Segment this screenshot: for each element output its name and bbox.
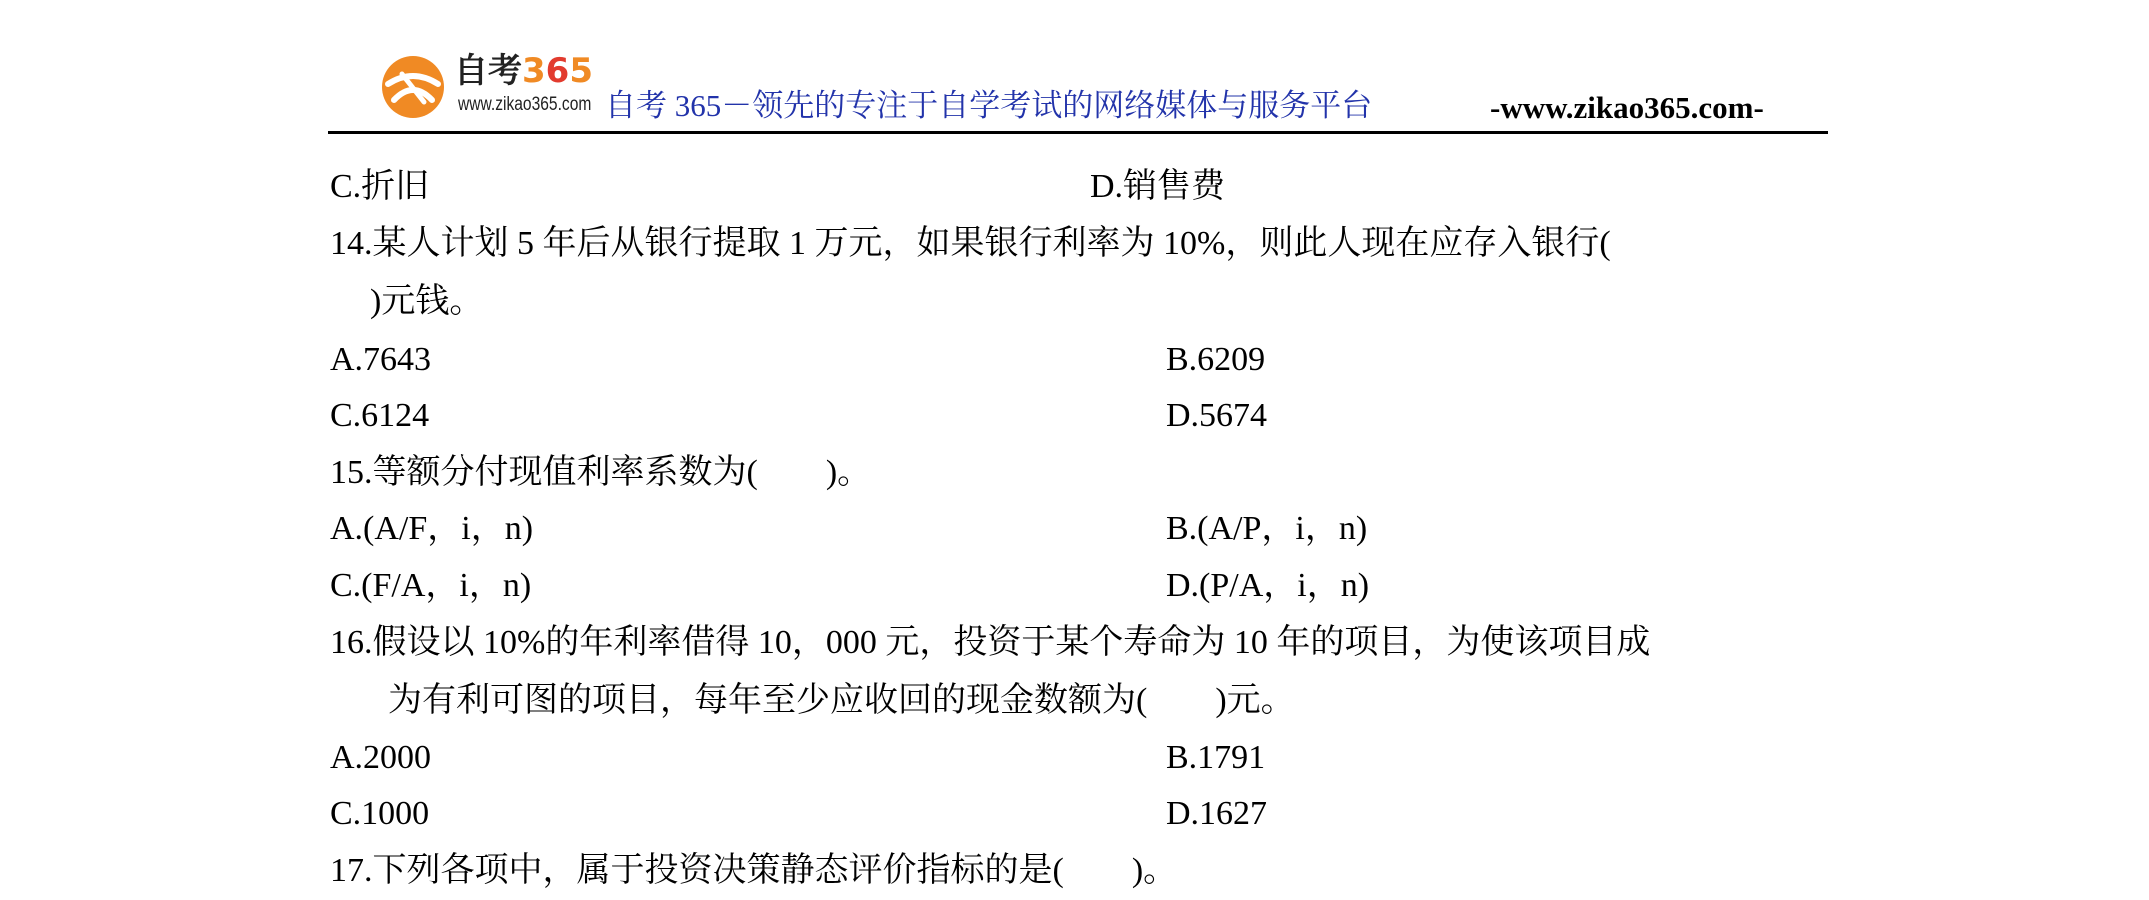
- q16-option-a: A.2000: [330, 739, 432, 776]
- q13-option-c: C.折旧: [330, 168, 430, 205]
- zikao365-logo-icon: [380, 54, 446, 120]
- q17-stem: 17.下列各项中，属于投资决策静态评价指标的是( )。: [330, 852, 1178, 889]
- logo-title: 自考365: [454, 51, 594, 91]
- q16-option-d: D.1627: [1166, 795, 1268, 832]
- q14-option-d: D.5674: [1166, 397, 1268, 434]
- q15-option-a: A.(A/F，i，n): [330, 510, 534, 547]
- q16-stem-line2: 为有利可图的项目，每年至少应收回的现金数额为( )元。: [388, 682, 1295, 719]
- q14-option-c: C.6124: [330, 397, 430, 434]
- q15-stem: 15.等额分付现值利率系数为( )。: [330, 454, 872, 491]
- q13-option-d: D.销售费: [1090, 168, 1226, 205]
- q14-stem-line1: 14.某人计划 5 年后从银行提取 1 万元，如果银行利率为 10%，则此人现在应存入银行(: [330, 225, 1611, 262]
- q16-option-c: C.1000: [330, 795, 430, 832]
- zikao365-logo[interactable]: [380, 50, 600, 125]
- header-site-url: -www.zikao365.com-: [1490, 90, 1764, 125]
- logo-url: www.zikao365.com: [458, 94, 592, 115]
- q15-option-b: B.(A/P，i，n): [1166, 510, 1368, 547]
- q16-option-b: B.1791: [1166, 739, 1266, 776]
- header-divider: [328, 131, 1828, 134]
- header-tagline: 自考 365－领先的专注于自学考试的网络媒体与服务平台: [605, 88, 1373, 123]
- q15-option-d: D.(P/A，i，n): [1166, 567, 1370, 604]
- q14-option-b: B.6209: [1166, 341, 1266, 378]
- q14-option-a: A.7643: [330, 341, 432, 378]
- q14-stem-line2: )元钱。: [370, 283, 484, 320]
- q15-option-c: C.(F/A，i，n): [330, 567, 532, 604]
- q16-stem-line1: 16.假设以 10%的年利率借得 10，000 元，投资于某个寿命为 10 年的项目，为使该项目成: [330, 624, 1651, 661]
